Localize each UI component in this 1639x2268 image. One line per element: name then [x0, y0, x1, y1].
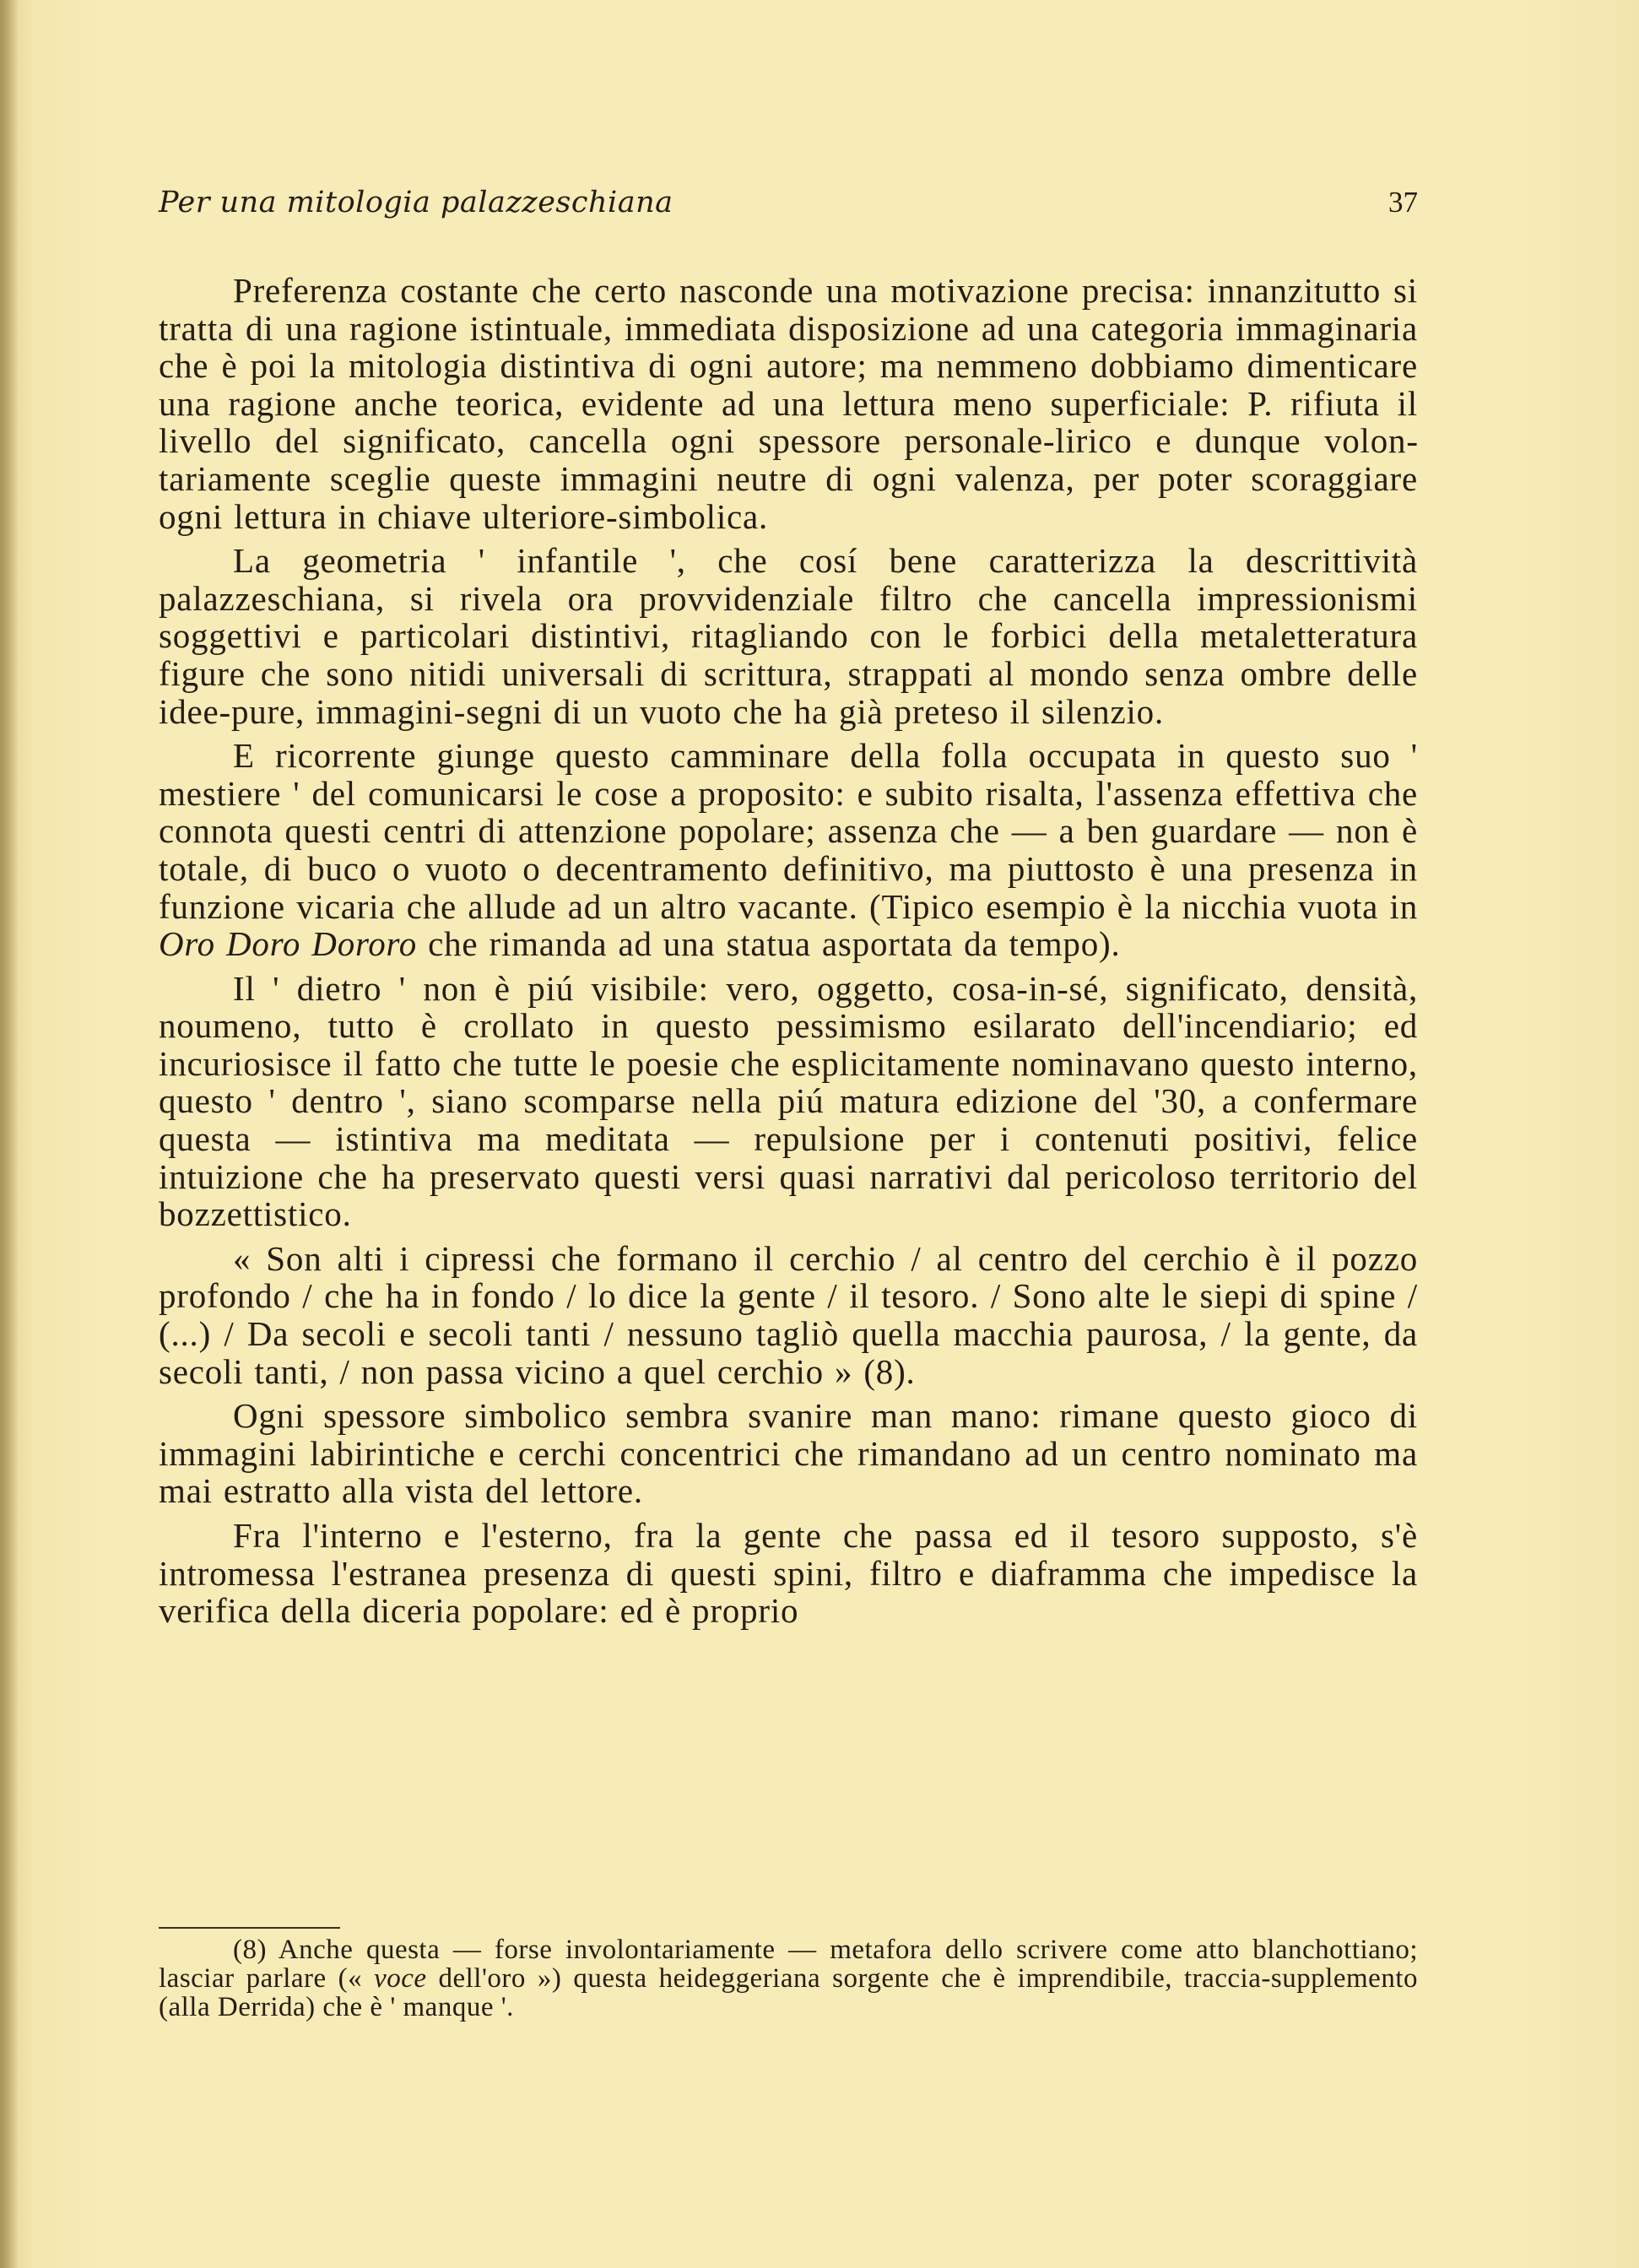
footnote	[159, 1935, 1418, 2022]
title-oro-doro-dororo: Oro Doro Dororo	[159, 924, 418, 964]
footnote-rule	[159, 1927, 340, 1929]
footnote-8	[159, 1935, 1418, 2022]
footnote-text-after: dell'oro ») questa heideggeriana sorgente che è imprendibile, traccia-supplemento (alla Derrida) che è ' manque '.	[159, 1963, 1419, 2022]
running-head	[159, 186, 1418, 228]
paragraph-3-text-after: che rimanda ad una statua asportata da tempo).	[417, 924, 1121, 964]
page-number: 37	[1388, 186, 1418, 219]
running-head-title: Per una mitologia palazzeschiana	[159, 186, 673, 219]
paragraph-6: Ogni spessore simbolico sembra svanire man mano: rimane questo gioco di immagini labirintiche e cerchi concentrici che rimandano ad un centro nominato ma mai estratto alla vista del lettore.	[159, 1396, 1418, 1511]
paragraph-1: Preferenza costante che certo nasconde una motivazione precisa: innanzitutto si tratta di una ragione istintuale, immediata disposizione ad una categoria immaginaria che è poi la mitologia distintiva di ogni autore; ma nemmeno dobbiamo dimenticare una ragione anche teorica, evidente ad una lettura meno superficiale: P. rifiuta il livello del significato, cancella ogni spessore personale-lirico e dunque volontariamente sceglie queste immagini neutre di ogni valenza, per poter scoraggiare ogni lettura in chiave ulteriore-simbolica.	[159, 271, 1418, 536]
footnote-text-before: (8) Anche questa — forse involontariamente — metafora dello scrivere come atto blanchottiano; lasciar parlare («	[159, 1935, 1418, 1994]
paragraph-2: La geometria ' infantile ', che cosí bene caratterizza la descrittività palazzeschiana, si rivela ora provvidenziale filtro che cancella impressionismi soggettivi e particolari distintivi, ritagliando con le forbici della metaletteratura figure che sono nitidi universali di scrittura, strappati al mondo senza ombre delle idee-pure, immagini-segni di un vuoto che ha già preteso il silenzio.	[159, 541, 1418, 731]
footnote-italic-voce: voce	[374, 1963, 427, 1994]
paragraph-7: Fra l'interno e l'esterno, fra la gente che passa ed il tesoro supposto, s'è intromessa l'estranea presenza di questi spini, filtro e diaframma che impedisce la verifica della diceria popolare: ed è proprio	[159, 1516, 1418, 1631]
body-text	[159, 272, 1418, 1637]
spine-shadow	[0, 0, 19, 2268]
poem-quotation: « Son alti i cipressi che formano il cerchio / al centro del cerchio è il pozzo profondo / che ha in fondo / lo dice la gente / il tesoro. / Sono alte le siepi di spine / (...) / Da secoli e secoli tanti / nessuno tagliò quella macchia paurosa, / la gente, da secoli tanti, / non passa vicino a quel cerchio » (8).	[159, 1238, 1418, 1391]
paragraph-3-text-before: E ricorrente giunge questo camminare della folla occupata in questo suo ' mestiere ' del comunicarsi le cose a proposito: e subito risalta, l'assenza effettiva che connota questi centri di attenzione popolare; assenza che — a ben guardare — non è totale, di buco o vuoto o decentramento definitivo, ma piuttosto è una presenza in funzione vicaria che allude ad un altro vacante. (Tipico esempio è la nicchia vuota in	[159, 736, 1418, 926]
paragraph-3	[159, 737, 1418, 963]
paragraph-4: Il ' dietro ' non è piú visibile: vero, oggetto, cosa-in-sé, significato, densità, noumeno, tutto è crollato in questo pessimismo esilarato dell'incendiario; ed incuriosisce il fatto che tutte le poesie che esplicitamente nominavano questo interno, questo ' dentro ', siano scomparse nella piú matura edizione del '30, a confermare questa — istintiva ma meditata — repulsione per i contenuti positivi, felice intuizione che ha preservato questi versi quasi narrativi dal pericoloso territorio del bozzettistico.	[159, 968, 1418, 1234]
